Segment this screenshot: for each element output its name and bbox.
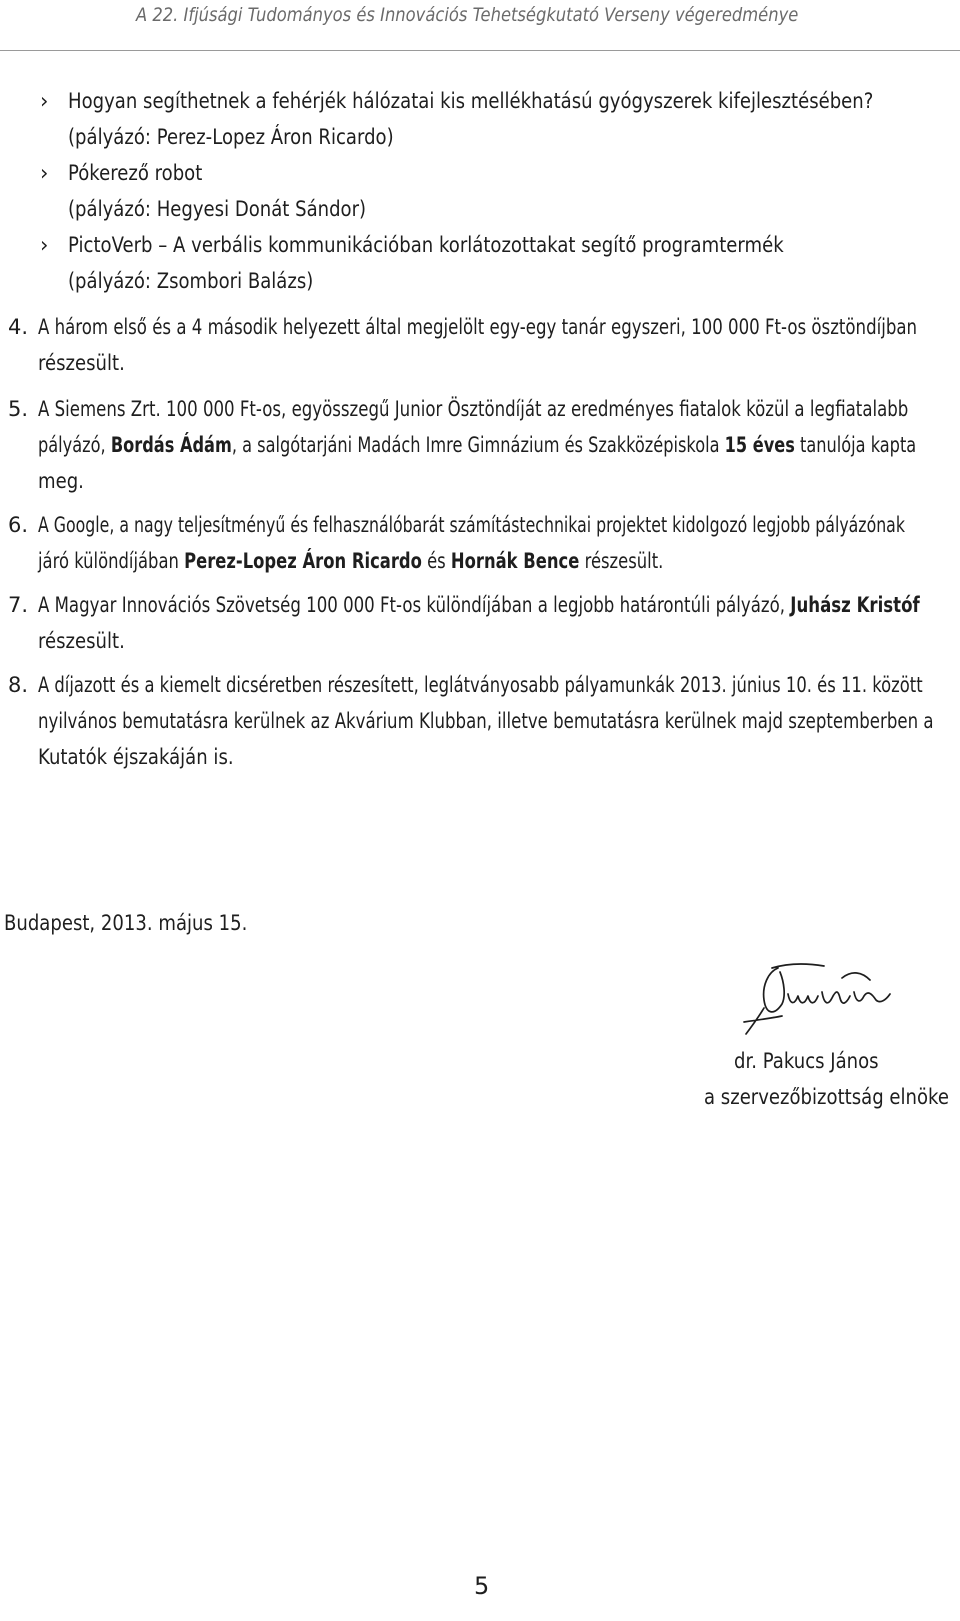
- page-number: 5: [474, 1572, 490, 1600]
- item-6-text: A Google, a nagy teljesítményű és felhasználóbarát számítástechnikai projektet kidolgozó legjobb pályázónak: [38, 513, 905, 537]
- winner-age: 15 éves: [724, 433, 795, 457]
- item-number: 6.: [8, 513, 29, 537]
- item-7-text: részesült.: [38, 629, 125, 653]
- item-number: 5.: [8, 397, 29, 421]
- item-8-text: nyilvános bemutatásra kerülnek az Akvárium Klubban, illetve bemutatásra kerülnek majd szeptemberben a: [38, 709, 934, 733]
- bullet-arrow-icon: ›: [40, 233, 49, 257]
- project-title: PictoVerb – A verbális kommunikációban korlátozottakat segítő programtermék: [68, 233, 784, 257]
- project-title: Pókerező robot: [68, 161, 203, 185]
- running-header: A 22. Ifjúsági Tudományos és Innovációs Tehetségkutató Verseny végeredménye: [136, 4, 799, 26]
- item-number: 4.: [8, 315, 29, 339]
- winner-name: Bordás Ádám: [110, 433, 232, 457]
- header-rule: [0, 50, 960, 51]
- bullet-arrow-icon: ›: [40, 89, 49, 113]
- project-applicant: (pályázó: Perez-Lopez Áron Ricardo): [68, 125, 394, 149]
- item-5-text: pályázó, Bordás Ádám, a salgótarjáni Madách Imre Gimnázium és Szakközépiskola 15 éves tanulója kapta: [38, 433, 917, 457]
- item-4-text: részesült.: [38, 351, 125, 375]
- bullet-arrow-icon: ›: [40, 161, 49, 185]
- signer-title: a szervezőbizottság elnöke: [704, 1085, 949, 1109]
- handwritten-signature: [742, 960, 892, 1044]
- place-date: Budapest, 2013. május 15.: [4, 911, 248, 935]
- signer-name: dr. Pakucs János: [734, 1049, 879, 1073]
- item-5-text: A Siemens Zrt. 100 000 Ft-os, egyösszegű Junior Ösztöndíját az eredményes fiatalok közül a legfiatalabb: [38, 397, 909, 421]
- item-number: 8.: [8, 673, 29, 697]
- item-6-text: járó különdíjában Perez-Lopez Áron Ricardo és Hornák Bence részesült.: [38, 549, 664, 573]
- item-5-text: meg.: [38, 469, 84, 493]
- project-applicant: (pályázó: Hegyesi Donát Sándor): [68, 197, 367, 221]
- item-8-text: Kutatók éjszakáján is.: [38, 745, 234, 769]
- winner-name: Juhász Kristóf: [790, 593, 920, 617]
- item-8-text: A díjazott és a kiemelt dicséretben részesített, leglátványosabb pályamunkák 2013. június 10. és 11. között: [38, 673, 923, 697]
- item-7-text: A Magyar Innovációs Szövetség 100 000 Ft-os különdíjában a legjobb határontúli pályázó, Juhász Kristóf: [38, 593, 920, 617]
- winner-name: Perez-Lopez Áron Ricardo: [184, 549, 422, 573]
- project-title: Hogyan segíthetnek a fehérjék hálózatai kis mellékhatású gyógyszerek kifejlesztésében?: [68, 89, 874, 113]
- project-applicant: (pályázó: Zsombori Balázs): [68, 269, 314, 293]
- item-4-text: A három első és a 4 második helyezett által megjelölt egy-egy tanár egyszeri, 100 000 Ft-os ösztöndíjban: [38, 315, 918, 339]
- item-number: 7.: [8, 593, 29, 617]
- winner-name: Hornák Bence: [450, 549, 580, 573]
